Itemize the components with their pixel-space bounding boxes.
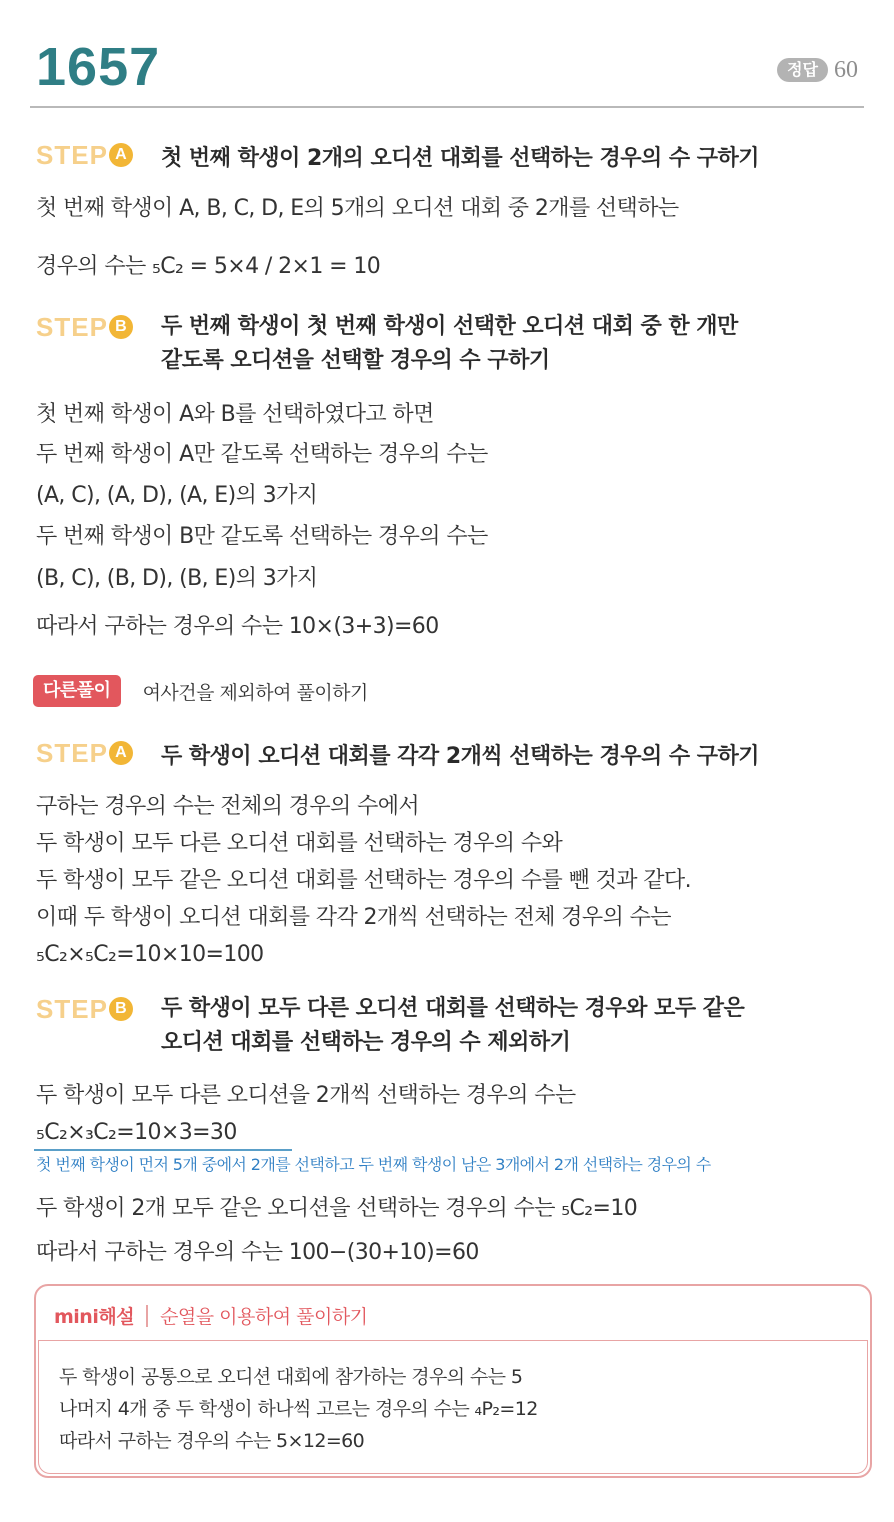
answer-badge xyxy=(777,58,858,82)
step-word: STEP xyxy=(36,738,108,768)
text-line: 두 번째 학생이 B만 같도록 선택하는 경우의 수는 xyxy=(36,524,488,549)
step-title-line: 두 학생이 모두 다른 오디션 대회를 선택하는 경우와 모두 같은 xyxy=(161,996,745,1021)
step-title: 두 학생이 오디션 대회를 각각 2개씩 선택하는 경우의 수 구하기 xyxy=(161,744,760,769)
text-line: 경우의 수는 ₅C₂ = 5×4 / 2×1 = 10 xyxy=(36,254,381,279)
step-letter-icon: A xyxy=(109,741,133,765)
step-tag xyxy=(36,994,161,1024)
text-line: (B, C), (B, D), (B, E)의 3가지 xyxy=(36,566,318,591)
step-title-line: 같도록 오디션을 선택할 경우의 수 구하기 xyxy=(161,348,550,373)
step-b-heading xyxy=(36,994,744,1062)
explanation-note: 첫 번째 학생이 먼저 5개 중에서 2개를 선택하고 두 번째 학생이 남은 3개에서 2개 선택하는 경우의 수 xyxy=(36,1155,711,1174)
step-word: STEP xyxy=(36,994,108,1024)
text-line: 따라서 구하는 경우의 수는 100−(30+10)=60 xyxy=(36,1240,479,1265)
text-line: 이때 두 학생이 오디션 대회를 각각 2개씩 선택하는 전체 경우의 수는 xyxy=(36,905,671,930)
text-line: 두 학생이 2개 모두 같은 오디션을 선택하는 경우의 수는 ₅C₂=10 xyxy=(36,1196,638,1221)
step-letter-icon: B xyxy=(109,315,133,339)
mini-content xyxy=(38,1340,868,1474)
mini-explanation-box xyxy=(34,1284,872,1478)
note-underline xyxy=(34,1149,292,1151)
header-divider xyxy=(30,106,864,108)
text-line: ₅C₂×₅C₂=10×10=100 xyxy=(36,942,264,967)
answer-label: 정답 xyxy=(777,58,828,82)
mini-separator xyxy=(146,1305,148,1327)
step-word: STEP xyxy=(36,312,108,342)
step-tag xyxy=(36,312,161,342)
problem-number: 1657 xyxy=(36,37,161,97)
step-title-line: 두 번째 학생이 첫 번째 학생이 선택한 오디션 대회 중 한 개만 xyxy=(161,314,738,339)
step-title: 첫 번째 학생이 2개의 오디션 대회를 선택하는 경우의 수 구하기 xyxy=(161,146,760,171)
step-title-line: 오디션 대회를 선택하는 경우의 수 제외하기 xyxy=(161,1030,571,1055)
alt-solution-badge: 다른풀이 xyxy=(33,675,121,707)
text-line: (A, C), (A, D), (A, E)의 3가지 xyxy=(36,483,318,508)
text-line: 구하는 경우의 수는 전체의 경우의 수에서 xyxy=(36,794,420,819)
text-line: 두 학생이 모두 같은 오디션 대회를 선택하는 경우의 수를 뺀 것과 같다. xyxy=(36,868,691,893)
step-title xyxy=(161,312,738,380)
step-tag xyxy=(36,738,161,768)
text-line: 두 번째 학생이 A만 같도록 선택하는 경우의 수는 xyxy=(36,442,488,467)
mini-line: 나머지 4개 중 두 학생이 하나씩 고르는 경우의 수는 ₄P₂=12 xyxy=(59,1398,538,1420)
step-b-heading xyxy=(36,312,738,380)
text-line: 두 학생이 모두 다른 오디션 대회를 선택하는 경우의 수와 xyxy=(36,831,563,856)
text-line: 두 학생이 모두 다른 오디션을 2개씩 선택하는 경우의 수는 xyxy=(36,1083,576,1108)
step-a-heading xyxy=(36,738,759,776)
mini-subtitle: 순열을 이용하여 풀이하기 xyxy=(160,1306,368,1328)
text-line: 따라서 구하는 경우의 수는 10×(3+3)=60 xyxy=(36,614,439,639)
mini-header xyxy=(54,1302,368,1329)
step-title xyxy=(161,994,744,1062)
step-a-heading xyxy=(36,140,759,178)
step-tag xyxy=(36,140,161,170)
answer-value: 60 xyxy=(834,57,858,83)
alt-solution-title: 여사건을 제외하여 풀이하기 xyxy=(142,681,368,704)
step-word: STEP xyxy=(36,140,108,170)
text-line: 첫 번째 학생이 A와 B를 선택하였다고 하면 xyxy=(36,402,434,427)
mini-title: mini해설 xyxy=(54,1306,135,1328)
text-line: ₅C₂×₃C₂=10×3=30 xyxy=(36,1120,237,1145)
mini-line: 따라서 구하는 경우의 수는 5×12=60 xyxy=(59,1430,365,1452)
step-letter-icon: A xyxy=(109,143,133,167)
text-line: 첫 번째 학생이 A, B, C, D, E의 5개의 오디션 대회 중 2개를 선택하는 xyxy=(36,196,679,221)
alt-solution-header xyxy=(33,672,864,710)
mini-line: 두 학생이 공통으로 오디션 대회에 참가하는 경우의 수는 5 xyxy=(59,1366,523,1388)
step-letter-icon: B xyxy=(109,997,133,1021)
